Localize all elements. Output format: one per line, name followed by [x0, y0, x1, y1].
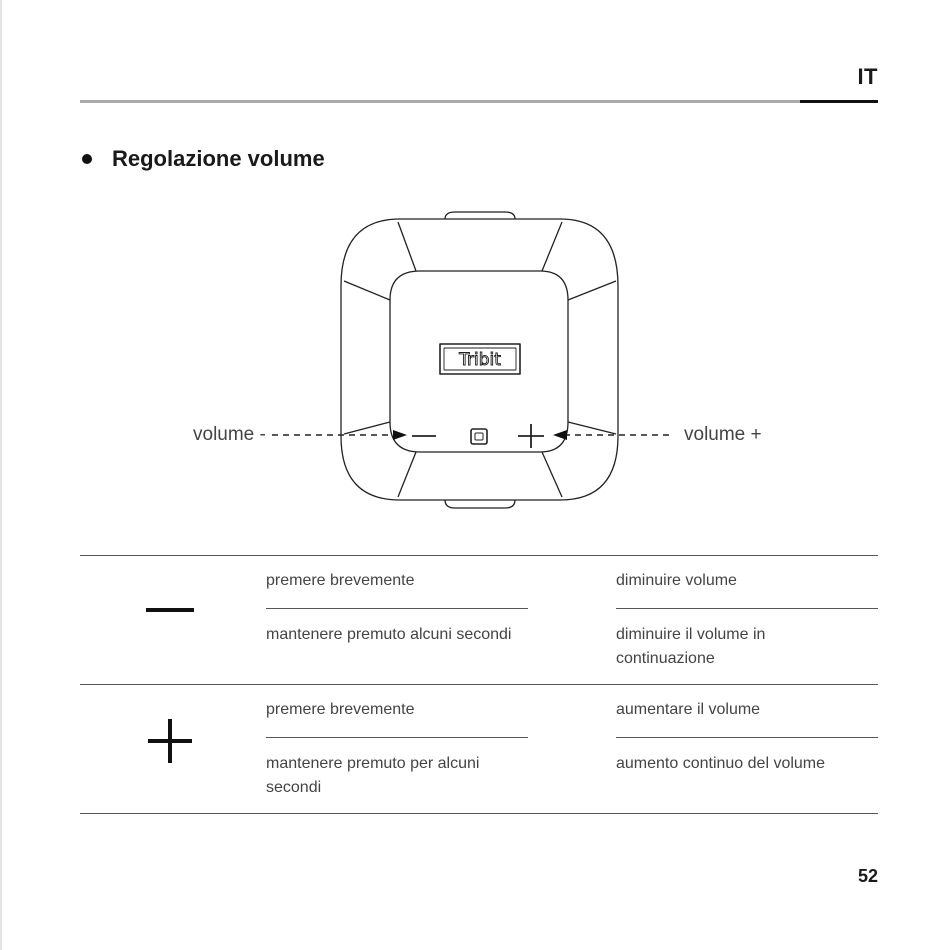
language-code: IT — [857, 64, 878, 89]
action-cell: mantenere premuto per alcuni secondi — [266, 755, 480, 796]
row-divider — [616, 608, 878, 609]
page-edge — [0, 0, 2, 950]
header-rule — [80, 100, 800, 103]
result-cell: diminuire volume — [616, 572, 737, 589]
power-button-icon — [471, 429, 487, 444]
section-heading — [82, 146, 325, 172]
speaker-top-strap — [445, 212, 515, 219]
row-divider — [266, 608, 528, 609]
action-cell: premere brevemente — [266, 572, 415, 589]
volume-plus-label: volume + — [684, 424, 762, 445]
logo-text: Tribit — [459, 350, 501, 370]
header-rule-accent — [800, 100, 878, 103]
action-cell: mantenere premuto alcuni secondi — [266, 626, 512, 643]
minus-icon — [140, 588, 200, 648]
result-cell: aumento continuo del volume — [616, 755, 826, 772]
page-number: 52 — [857, 866, 878, 886]
plus-group — [80, 684, 878, 814]
plus-icon — [140, 717, 200, 777]
row-divider — [616, 737, 878, 738]
section-title: Regolazione volume — [112, 146, 325, 171]
action-cell: premere brevemente — [266, 701, 415, 718]
result-cell: diminuire il volume in continuazione — [616, 626, 766, 667]
minus-group — [80, 555, 878, 684]
result-cell: aumentare il volume — [616, 701, 761, 718]
speaker-illustration — [330, 208, 630, 513]
bullet-icon — [82, 154, 92, 164]
row-divider — [266, 737, 528, 738]
button-function-table — [80, 555, 878, 814]
volume-minus-label: volume - — [193, 424, 266, 445]
speaker-bottom-strap — [445, 500, 515, 508]
